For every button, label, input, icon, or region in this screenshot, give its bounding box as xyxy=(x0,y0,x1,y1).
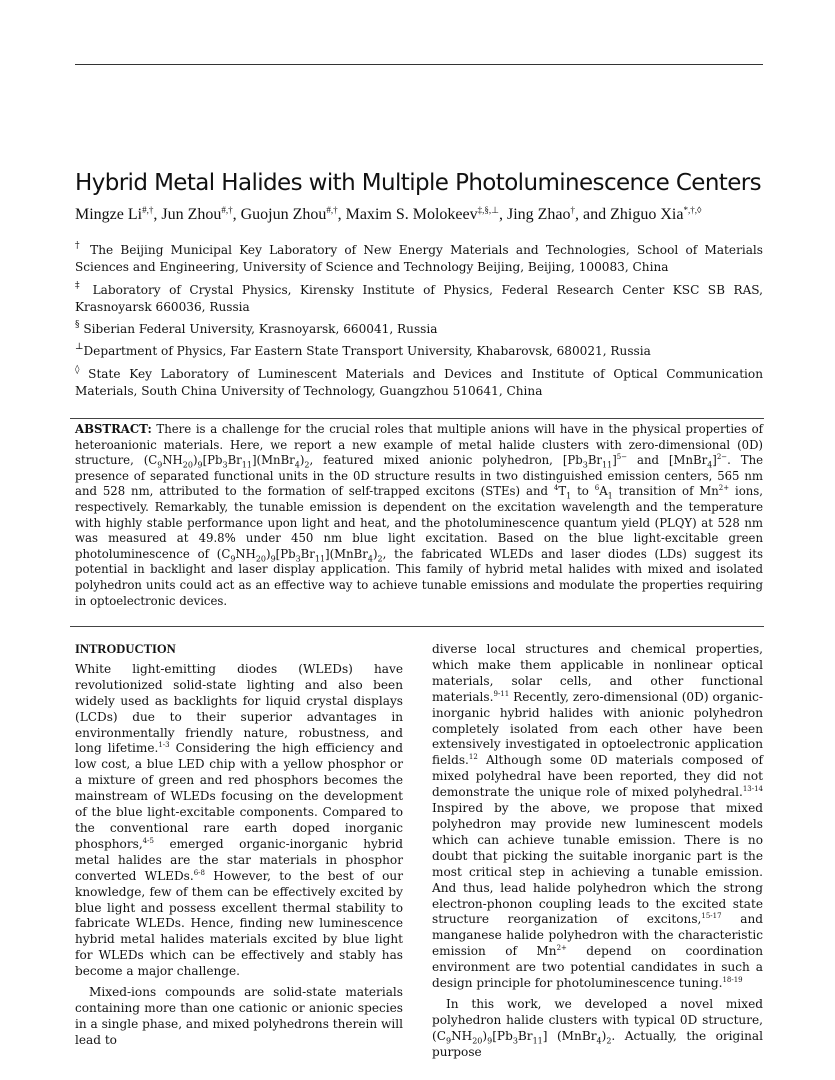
subscript: 2 xyxy=(377,554,383,564)
text-run: NH xyxy=(235,546,256,561)
text-run: emerged organic-inorganic hybrid metal halides are the star materials in phosphor converted WLEDs. xyxy=(75,836,403,883)
author-list xyxy=(75,206,775,224)
subscript: 11 xyxy=(532,1036,543,1046)
subscript: 9 xyxy=(197,460,203,470)
author-name: Mingze Li xyxy=(75,206,143,223)
left-column xyxy=(75,642,403,1054)
text-run: White light-emitting diodes (WLEDs) have revolutionized solid-state lighting and also been widely used as backlights for liquid crystal displays (LCDs) due to their superior advantages in environmentally friendly nature, robustness, and long lifetime. xyxy=(75,661,403,756)
affiliation-mark: † xyxy=(75,241,83,251)
subscript: 9 xyxy=(230,554,236,564)
text-run: Br xyxy=(227,453,242,468)
text-run: Br xyxy=(587,453,603,468)
text-run: ](MnBr xyxy=(325,546,368,561)
citation-ref: 9-11 xyxy=(493,689,510,698)
subscript: 3 xyxy=(222,460,228,470)
text-run: transition of Mn xyxy=(612,484,719,499)
author-affiliation-marks: #,† xyxy=(221,205,233,215)
paragraph xyxy=(75,662,403,980)
text-run: [Pb xyxy=(275,546,296,561)
subscript: 20 xyxy=(472,1036,483,1046)
text-run: ) xyxy=(482,1028,488,1043)
text-run: , the fabricated WLEDs and laser diodes (LDs) suggest its potential in backlight and laser display application. This family of hybrid metal halides with mixed and isolated polyhedron units could act as an effective way to achieve tunable emissions and modulate the properties requiring in optoelectronic devices. xyxy=(75,546,763,608)
text-run: . The presence of separated functional units in the 0D structure results in two distinguished emission centers, 565 nm and 528 nm, attributed to the formation of self-trapped excitons (STEs) and xyxy=(75,453,764,499)
subscript: 1 xyxy=(566,491,572,501)
subscript: 9 xyxy=(157,460,163,470)
text-run: ) xyxy=(601,1028,607,1043)
paper-title: Hybrid Metal Halides with Multiple Photoluminescence Centers xyxy=(75,170,762,196)
text-run: ions, respectively. Remarkably, the tunable emission is dependent on the excitation wavelength and the temperature with highly stable performance upon light and heat, and the photoluminescence quantum yield (PLQY) at 528 nm was measured at 49.8% under 450 nm blue light excitation. Based on the blue light-excitable green photoluminescence of (C xyxy=(75,484,764,561)
subscript: 4 xyxy=(367,554,373,564)
text-run: and manganese halide polyhedron with the characteristic emission of Mn xyxy=(432,912,763,959)
author-name: Zhiguo Xia xyxy=(610,206,684,223)
author-name: Maxim S. Molokeev xyxy=(345,206,478,223)
affiliation xyxy=(75,366,763,401)
paragraph xyxy=(432,642,763,992)
text-run: diverse local structures and chemical properties, which make them applicable in nonlinear optical materials, solar cells, and other functional materials. xyxy=(432,642,763,704)
citation-ref: 12 xyxy=(468,753,478,762)
text-run: Although some 0D materials composed of mixed polyhedral have been reported, they did not demonstrate the unique role of mixed polyhedral. xyxy=(432,753,763,800)
subscript: 11 xyxy=(241,460,252,470)
affiliation-mark: ‡ xyxy=(75,280,85,291)
affiliation xyxy=(75,343,763,360)
text-run: ] (MnBr xyxy=(542,1028,597,1043)
paragraph xyxy=(432,997,763,1061)
citation-ref: 4-5 xyxy=(142,836,154,845)
superscript: 2− xyxy=(716,453,728,462)
subscript: 11 xyxy=(602,460,613,470)
author-name: Jing Zhao xyxy=(506,206,571,223)
affiliation-text: State Key Laboratory of Luminescent Materials and Devices and Institute of Optical Communication Materials, South China University of Technology, Guangzhou 510641, China xyxy=(75,366,763,399)
text-run: Mixed-ions compounds are solid-state materials containing more than one cationic or anionic species in a single phase, and mixed polyhedrons therein will lead to xyxy=(75,985,403,1047)
author-separator: , xyxy=(153,206,162,223)
superscript: 2+ xyxy=(556,944,567,953)
author-separator: , xyxy=(232,206,241,223)
header-rule xyxy=(75,64,763,65)
paragraph xyxy=(75,985,403,1049)
citation-ref: 1-3 xyxy=(158,741,170,750)
citation-ref: 18-19 xyxy=(722,976,743,985)
text-run: [Pb xyxy=(202,453,223,468)
subscript: 9 xyxy=(487,1036,493,1046)
subscript: 3 xyxy=(512,1036,518,1046)
author-affiliation-marks: #,† xyxy=(142,205,154,215)
superscript: 2+ xyxy=(718,484,730,493)
affiliation-mark: ◊ xyxy=(75,364,80,375)
superscript: 6 xyxy=(594,484,600,493)
right-column xyxy=(432,642,763,1066)
author-affiliation-marks: #,† xyxy=(326,205,338,215)
affiliation-mark: § xyxy=(75,320,80,331)
subscript: 2 xyxy=(606,1036,612,1046)
subscript: 20 xyxy=(255,554,267,564)
text-run: depend on coordination environment are two potential candidates in such a design principle for photoluminescence tuning. xyxy=(432,944,763,991)
affiliation-text: The Beijing Municipal Key Laboratory of New Energy Materials and Technologies, School of Materials Sciences and Engineering, University of Science and Technology Beijing, Beijing, 100083, China xyxy=(75,243,764,275)
text-run: . Actually, the original purpose xyxy=(432,1028,763,1059)
citation-ref: 15-17 xyxy=(701,912,722,921)
text-run: There is a challenge for the crucial roles that multiple anions will have in the physical properties of heteroanionic materials. Here, we report a new example of metal halide clusters with zero-dimensional (0D) structure, (C xyxy=(75,422,763,468)
text-run: ](MnBr xyxy=(251,453,295,468)
text-run: ) xyxy=(372,546,378,561)
text-run: NH xyxy=(162,453,183,468)
author-separator: , xyxy=(337,206,346,223)
author-separator: , xyxy=(498,206,507,223)
superscript: 5− xyxy=(616,453,628,462)
affiliation xyxy=(75,242,763,277)
subscript: 4 xyxy=(707,460,713,470)
text-run: [Pb xyxy=(492,1028,513,1043)
text-run: to xyxy=(571,484,595,499)
superscript: 4 xyxy=(553,484,559,493)
affiliation-text: Department of Physics, Far Eastern State Transport University, Khabarovsk, 680021, Russia xyxy=(83,344,651,359)
text-run: and [MnBr xyxy=(627,453,708,468)
subscript: 3 xyxy=(582,460,588,470)
text-run: ) xyxy=(299,453,305,468)
subscript: 11 xyxy=(314,554,326,564)
author-affiliation-marks: *,†,◊ xyxy=(683,205,702,215)
abstract-label: ABSTRACT: xyxy=(75,422,152,436)
affiliation-text: Laboratory of Crystal Physics, Kirensky Institute of Physics, Federal Research Center KSC SB RAS, Krasnoyarsk 660036, Russia xyxy=(75,282,763,314)
subscript: 9 xyxy=(270,554,276,564)
author-name: Guojun Zhou xyxy=(240,206,327,223)
text-run: A xyxy=(599,484,608,499)
subscript: 9 xyxy=(445,1036,452,1046)
text-run: Recently, zero-dimensional (0D) organic-inorganic hybrid halides with anionic polyhedron completely isolated from each other have been extensively investigated in optoelectronic application fields. xyxy=(432,689,763,768)
subscript: 2 xyxy=(304,460,310,470)
citation-ref: 13-14 xyxy=(742,785,763,794)
subscript: 4 xyxy=(596,1036,602,1046)
author-affiliation-marks: ‡,§,⊥ xyxy=(477,205,499,215)
subscript: 20 xyxy=(182,460,193,470)
text-run: ] xyxy=(612,453,617,468)
affiliation xyxy=(75,321,763,338)
author-name: Jun Zhou xyxy=(161,206,222,223)
abstract xyxy=(75,422,763,609)
citation-ref: 6-8 xyxy=(193,868,205,877)
text-run: ) xyxy=(192,453,198,468)
text-run: ] xyxy=(712,453,717,468)
author-separator: , and xyxy=(575,206,611,223)
introduction-heading: INTRODUCTION xyxy=(75,642,176,656)
text-run: Inspired by the above, we propose that mixed polyhedron may provide new luminescent models which can achieve tunable emission. There is no doubt that picking the suitable inorganic part is the most critical step in achieving a tunable emission. And thus, lead halide polyhedron which the strong electron-phonon coupling leads to the excited state structure reorganization of excitons, xyxy=(432,801,763,927)
text-run: T xyxy=(558,484,567,499)
text-run: Br xyxy=(517,1028,533,1043)
text-run: NH xyxy=(451,1028,473,1043)
author-affiliation-marks: † xyxy=(570,205,576,215)
text-run: In this work, we developed a novel mixed polyhedron halide clusters with typical 0D structure, (C xyxy=(432,996,763,1043)
text-run: , featured mixed anionic polyhedron, [Pb xyxy=(309,453,583,468)
subscript: 4 xyxy=(294,460,300,470)
subscript: 1 xyxy=(607,491,613,501)
text-run: Br xyxy=(300,546,315,561)
text-run: ) xyxy=(266,546,271,561)
text-run: Considering the high efficiency and low cost, a blue LED chip with a yellow phosphor or a mixture of green and red phosphors becomes the mainstream of WLEDs focusing on the development of the blue light-excitable components. Compared to the conventional rare earth doped inorganic phosphors, xyxy=(75,741,403,851)
text-run: However, to the best of our knowledge, few of them can be effectively excited by blue light and possess excellent thermal stability to fabricate WLEDs. Hence, finding new luminescence hybrid metal halides materials excited by blue light for WLEDs which can be effectively and stably has become a major challenge. xyxy=(75,868,403,979)
affiliation xyxy=(75,282,763,317)
affiliation-text: Siberian Federal University, Krasnoyarsk, 660041, Russia xyxy=(79,322,438,337)
affiliation-list xyxy=(75,242,763,405)
subscript: 3 xyxy=(295,554,301,564)
affiliation-mark: ⊥ xyxy=(75,342,84,353)
